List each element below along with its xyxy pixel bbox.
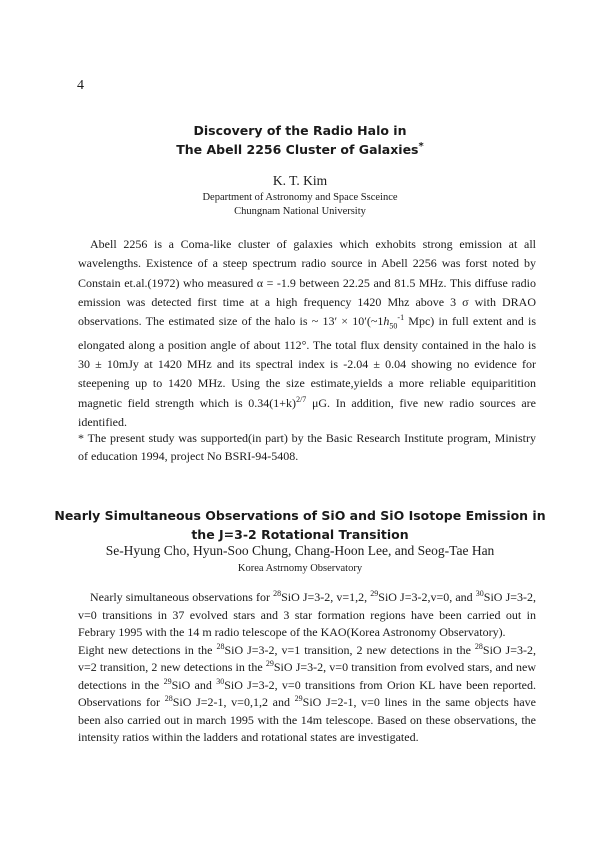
- abstract2-p2-f: SiO J=3-2, v=0 transitions from Orion KL have been reported. Observations for: [78, 677, 537, 709]
- article1-footnote: * The present study was supported(in part) by the Basic Research Institute program, Ministry of education 1994, project No BSRI-94-5408.: [78, 431, 536, 463]
- article2-abstract-p1: [78, 589, 536, 642]
- abstract1-text-b: Mpc) in full extent and is elongated along a position angle of about 112°. The total flux density contained in the halo is 30 ± 10mJy at 1420 MHz and its spectral index is -2.04 ± 0.04 showing no evidence for steepening up to 1420 MHz. Using the size estimate,yields a more reliable equiparitition magnetic field strength which is 0.34(1+k): [78, 314, 536, 410]
- abstract2-p2-b: SiO J=3-2, v=1 transition, 2 new detections in the: [224, 642, 475, 657]
- abstract2-p2-d: SiO J=3-2, v=0 transition from evolved stars, and new detections in the: [78, 660, 536, 692]
- article1-affiliation: [0, 191, 600, 219]
- isotope-28: 28: [164, 694, 173, 703]
- h-superscript: -1: [397, 313, 405, 323]
- abstract2-p2-e: SiO and: [171, 677, 217, 692]
- article1-title-line1: Discovery of the Radio Halo in: [193, 123, 407, 138]
- isotope-30: 30: [475, 589, 484, 598]
- abstract2-p1-c: SiO J=3-2,v=0, and: [378, 590, 476, 604]
- isotope-29: 29: [294, 694, 303, 703]
- isotope-29: 29: [370, 589, 379, 598]
- isotope-29: 29: [163, 676, 172, 686]
- article1-abstract: [78, 235, 536, 432]
- article1-title: [0, 121, 600, 159]
- isotope-28: 28: [216, 641, 225, 651]
- article1-title-line2: [0, 140, 600, 159]
- isotope-28: 28: [273, 589, 282, 598]
- article1-title-line2-text: The Abell 2256 Cluster of Galaxies: [176, 142, 419, 157]
- isotope-29: 29: [265, 659, 274, 668]
- abstract1-text-a: Abell 2256 is a Coma-like cluster of galaxies which exhobits strong emission at all wavelengths. Existence of a steep spectrum radio source in Abell 2256 was forst noted by Constain et.al.(1972) who measured α = -1.9 between 22.25 and 81.5 MHz. This diffuse radio emission was detected first time at a high frequency 1420 Mhz above 3 σ with DRAO observations. The estimated size of the halo is ~ 13′ × 10′(~1: [78, 237, 536, 329]
- abstract2-p2-a: Eight new detections in the: [78, 642, 217, 657]
- abstract1-text-c: μG. In addition, five new radio sources are identified.: [78, 395, 536, 430]
- article1-affiliation-univ: Chungnam National University: [234, 206, 366, 217]
- h-unit: h: [383, 314, 390, 329]
- abstract2-p2-h: SiO J=2-1, v=0 lines in the same objects have been also carried out in march 1995 with the 14m telescope. Based on these observations, the intensity ratios within the ladders and rotational states are investigated.: [78, 695, 536, 744]
- isotope-30: 30: [216, 676, 225, 686]
- abstract2-p1-b: SiO J=3-2, v=1,2,: [281, 590, 371, 604]
- article2-affiliation: Korea Astrnomy Observatory: [237, 563, 363, 574]
- article2-title: [0, 506, 600, 544]
- abstract2-p2-g: SiO J=2-1, v=0,1,2 and: [172, 695, 295, 709]
- article2-authors: Se-Hyung Cho, Hyun-Soo Chung, Chang-Hoon Lee, and Seog-Tae Han: [105, 543, 495, 558]
- article2-title-line2: the J=3-2 Rotational Transition: [191, 527, 409, 542]
- isotope-28: 28: [474, 641, 483, 651]
- article1-author: K. T. Kim: [272, 173, 328, 188]
- article1-affiliation-dept: Department of Astronomy and Space Ssceince: [202, 192, 398, 203]
- page-number: 4: [77, 78, 84, 93]
- abstract2-p1-a: Nearly simultaneous observations for: [90, 590, 274, 604]
- article2-abstract: [78, 589, 536, 747]
- article2-title-line1: Nearly Simultaneous Observations of SiO and SiO Isotope Emission in: [54, 508, 546, 523]
- article2-abstract-p2: [78, 642, 536, 747]
- abstract2-p2-c: SiO J=3-2, v=2 transition, 2 new detections in the: [78, 642, 536, 674]
- h-subscript: 50: [389, 321, 398, 331]
- abstract2-p1-d: SiO J=3-2, v=0 transitions in 37 evolved stars and 3 star formation regions have been carried out in Febrary 1995 with the 14 m radio telescope of the KAO(Korea Astronomy Observatory).: [78, 590, 537, 639]
- footnote-marker: *: [418, 140, 424, 152]
- k-exponent: 2/7: [296, 394, 307, 404]
